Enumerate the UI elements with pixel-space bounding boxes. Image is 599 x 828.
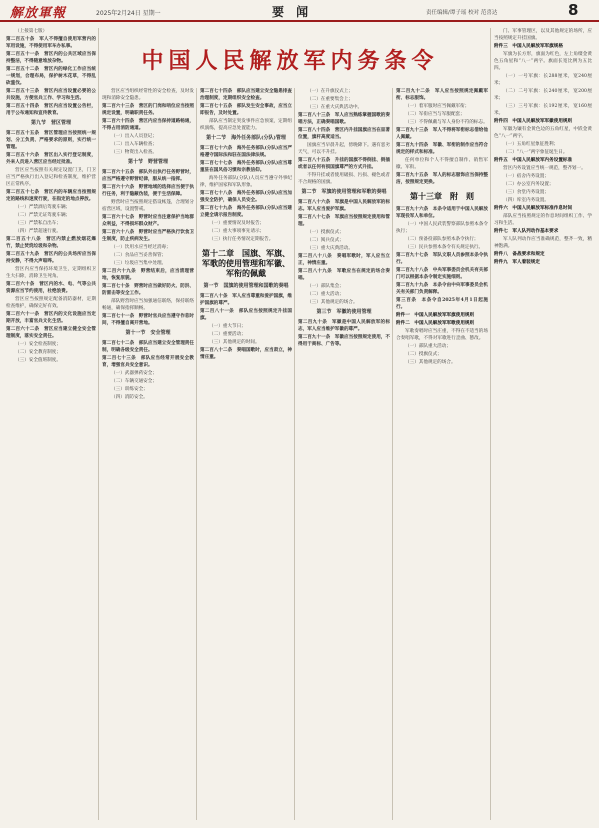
body-paragraph: （三）三号军旗：长192厘米，宽160厘米。 <box>494 104 592 116</box>
body-paragraph: （二）重要活动； <box>209 332 246 337</box>
body-paragraph: （一）部队重大活动； <box>405 344 451 349</box>
article-paragraph: 第二百七十七条 海外任务部队(分队)应当尊重驻在国风俗习惯和宗教信仰。 <box>200 161 292 173</box>
body-paragraph: （一）严禁酒后驾驶车辆； <box>15 205 71 210</box>
body-paragraph: （二）食品应当妥善保管； <box>111 253 167 258</box>
article-paragraph: 第二百九十八条 中央军事委员会机关有关部门可以根据本条令制定实施细则。 <box>396 268 488 280</box>
body-paragraph: 不得升挂或者使用破损、污损、褪色或者不合规格的国旗。 <box>298 173 390 185</box>
body-paragraph: （三）其他规定的场合。 <box>405 360 456 365</box>
article-paragraph: 第二百七十八条 海外任务部队(分队)应当加强安全防护，确保人员安全。 <box>200 191 292 203</box>
body-paragraph: （一）一号军旗：长288厘米，宽240厘米； <box>494 74 592 86</box>
article-paragraph: 第二百七十六条 海外任务部队(分队)应当严格遵守国际法和驻在国法律法规。 <box>200 146 292 158</box>
article-paragraph: 第二百七十五条 部队发生安全事故，应当立即报告，及时处置。 <box>200 104 292 116</box>
page-headline: 中国人民解放军内务条令 <box>141 49 439 74</box>
article-paragraph: 第二百六十一条 营区内的文化设施应当定期开放，丰富官兵文化生活。 <box>6 312 96 324</box>
article-paragraph: 第二百八十二条 奏唱国歌时，应当肃立，神情庄重。 <box>200 348 292 360</box>
article-paragraph: 第二百九十四条 军徽、军衔的制作应当符合规定的样式和标准。 <box>396 143 488 155</box>
text-column-5 <box>396 88 488 822</box>
article-paragraph: 第二百八十六条 军旗是中国人民解放军的标志。军人应当爱护军旗。 <box>298 200 390 212</box>
article-paragraph: 第二百六十八条 野营时应当严格执行饮食卫生制度，防止疾病发生。 <box>102 230 194 242</box>
section-heading: 第九节 营区管理 <box>30 120 71 126</box>
article-paragraph: 第二百九十五条 军人的标志服饰应当保持整洁，按照规定更换。 <box>396 173 488 185</box>
body-paragraph: （二）办公室内务设置； <box>503 182 554 187</box>
article-paragraph: 第二百五十九条 营区内的公共场所应当保持安静，不得大声喧哗。 <box>6 252 96 264</box>
body-paragraph: （二）预备役部队参照本条令执行； <box>405 237 479 242</box>
body-paragraph: （二）安全教育制度； <box>15 350 61 355</box>
body-paragraph: （一）宿舍内务设置； <box>503 174 549 179</box>
body-paragraph: 海外任务部队(分队)人员应当遵守外事纪律，维护国家和军队形象。 <box>200 176 292 188</box>
article-paragraph: 第二百七十三条 部队应当经常开展安全教育，增强官兵安全意识。 <box>102 356 194 368</box>
article-paragraph: 第二百七十一条 野营时官兵应当遵守作息时间，不得擅自离开营地。 <box>102 314 194 326</box>
article-paragraph: 第二百五十八条 营区内禁止燃放烟花爆竹，禁止焚烧垃圾和杂物。 <box>6 237 96 249</box>
body-paragraph: 部队应当制定突发事件应急预案，定期组织演练，提高应急处置能力。 <box>200 119 292 131</box>
body-paragraph: 野营时应当按照规定搭设帐篷，合理划分宿营区域，设置警戒。 <box>102 200 194 212</box>
article-paragraph: 第二百六十四条 营区内应当保持道路畅通，不得占用消防通道。 <box>102 119 194 131</box>
article-paragraph: 第二百五十条 军人不得擅自使用军营内的军用设施，不得使用军车办私事。 <box>6 37 96 49</box>
newspaper-logo: 解放軍報 <box>10 6 67 21</box>
body-paragraph: （二）在重要集会上； <box>307 97 353 102</box>
body-paragraph: （三）物资出入检查。 <box>111 150 157 155</box>
body-paragraph: （三）不得佩戴与军人身份不符的标志。 <box>405 120 488 125</box>
article-paragraph: 第二百五十二条 营区内的绿化工作应当统一规划，合理布局，保护树木花草，不得乱砍滥伐。 <box>6 67 96 86</box>
annex-title: 附件三 中国人民解放军军旗规格 <box>494 44 563 49</box>
article-paragraph: 第二百五十五条 营区管理应当按照统一规划、分工负责、严格要求的原则，实行统一管理。 <box>6 131 96 150</box>
body-paragraph: （三）食堂内务设置； <box>503 190 549 195</box>
body-paragraph: （二）车辆交通安全； <box>111 379 157 384</box>
article-paragraph: 第二百八十三条 军人应当熟练掌握国歌的奏唱方法，正确奏唱国歌。 <box>298 113 390 125</box>
annex-title: 附件八 备战要求和规定 <box>494 252 545 257</box>
section-heading: 第一节 国旗的使用管理和国歌的奏唱 <box>203 283 289 289</box>
body-paragraph: 营区内务设置应当统一规范，整齐划一。 <box>503 166 586 171</box>
body-paragraph: 营区应当按照有关规定设置门卫，门卫应当严格执行出入登记和检查制度，维护营区正常秩序。 <box>6 168 96 187</box>
article-paragraph: 第二百八十七条 军旗应当按照规定使用和管理。 <box>298 215 390 227</box>
column-divider <box>392 88 393 820</box>
article-paragraph: 第二百九十九条 本条令由中央军事委员会机关有关部门负责解释。 <box>396 283 488 295</box>
section-heading: 第二节 军旗的使用管理和军歌的奏唱 <box>301 189 387 195</box>
annex-title: 附件五 中国人民解放军内务设置标准 <box>494 158 573 163</box>
body-paragraph: （三）其他规定的时间。 <box>209 340 260 345</box>
article-paragraph: 第二百六十三条 营区的门岗和哨位应当按照规定设置，明确职责任务。 <box>102 104 194 116</box>
chapter-heading: 第十三章 附 则 <box>410 192 474 201</box>
body-paragraph: （三）严禁私自出车； <box>15 221 61 226</box>
section-heading: 第三节 军徽的使用管理 <box>316 309 372 315</box>
article-paragraph: 第三百条 本条令自2025年4月1日起施行。 <box>396 298 488 310</box>
page-number: 8 <box>568 1 579 19</box>
body-paragraph: （三）重大庆典活动。 <box>307 246 353 251</box>
masthead <box>0 0 599 22</box>
article-paragraph: 第二百八十四条 营区内升挂国旗应当在显著位置，旗杆高度适当。 <box>298 128 390 140</box>
body-paragraph: 军旗为长方形，旗面为红色，左上角缀金黄色五角星和“八一”两字。旗面长宽比例为五比四。 <box>494 52 592 71</box>
annex-title: 附件六 中国人民解放军标准作息时间 <box>494 206 573 211</box>
column-divider <box>98 28 99 820</box>
body-paragraph: （一）重大节日； <box>209 324 246 329</box>
text-column-6 <box>494 28 592 822</box>
article-paragraph: 第二百七十二条 部队应当建立安全管理责任制，明确各级安全责任。 <box>102 341 194 353</box>
article-paragraph: 第二百六十条 营区内的水、电、气等公共资源应当节约使用，杜绝浪费。 <box>6 282 96 294</box>
text-column-3 <box>200 88 292 822</box>
body-paragraph: （一）授旗仪式； <box>307 230 344 235</box>
article-paragraph: 第二百九十一条 军徽应当按照规定使用，不得用于商标、广告等。 <box>298 335 390 347</box>
body-paragraph: （三）执行任务情况定期报告。 <box>209 237 274 242</box>
text-column-1 <box>6 28 96 822</box>
body-paragraph: （三）在重大庆典活动中。 <box>307 105 363 110</box>
body-paragraph: （三）其他规定的场合。 <box>307 300 358 305</box>
annex-title: 附件七 军人队列动作基本要求 <box>494 229 559 234</box>
article-paragraph: 第二百五十三条 营区内应当设置必要的公共设施，方便官兵工作、学习和生活。 <box>6 89 96 101</box>
article-paragraph: 第二百六十六条 野营地域的选择应当便于执行任务，利于隐蔽伪装，便于生活保障。 <box>102 185 194 197</box>
body-paragraph: （一）着军服时应当佩戴军衔； <box>405 104 470 109</box>
body-paragraph: 国旗应当早晨升起，傍晚降下。遇有恶劣天气，可以不升挂。 <box>298 143 390 155</box>
body-paragraph: 任何单位和个人不得擅自制作、销售军徽、军衔。 <box>396 158 488 170</box>
body-paragraph: 营区应当按照规定配备消防器材，定期检查维护，确保完好有效。 <box>6 297 96 309</box>
body-paragraph: （一）饮用水应当经过消毒； <box>111 245 171 250</box>
body-paragraph: 军歌奏唱时应当庄重，不得在不适当的场合奏唱军歌，不得对军歌进行歪曲、篡改。 <box>396 329 488 341</box>
annex-title: 附件九 军人着装规定 <box>494 260 540 265</box>
article-paragraph: 第二百六十九条 野营结束后，应当清理营地，恢复原貌。 <box>102 269 194 281</box>
body-paragraph: （二）重大活动； <box>307 292 344 297</box>
article-paragraph: 第二百九十条 军徽是中国人民解放军的标志，军人应当维护军徽的尊严。 <box>298 320 390 332</box>
annex-title: 附件一 中国人民解放军军旗使用规则 <box>396 313 475 318</box>
body-paragraph: 军人队列动作应当准确规范，整齐一致，精神饱满。 <box>494 237 592 249</box>
body-paragraph: （一）武器弹药安全； <box>111 371 157 376</box>
body-paragraph: 部队应当按照规定的作息时间组织工作、学习和生活。 <box>494 214 592 226</box>
article-paragraph: 第二百八十九条 军歌应当在规定的场合奏唱。 <box>298 269 390 281</box>
article-paragraph: 第二百九十三条 军人不得将军衔标志借给他人佩戴。 <box>396 128 488 140</box>
editor-credits: 责任编辑/谭子瑶 校对 范喜达 <box>426 10 498 16</box>
body-paragraph: （二）重大事项事先请示； <box>209 229 265 234</box>
text-column-4 <box>298 88 390 822</box>
body-paragraph: （四）消防安全。 <box>111 395 148 400</box>
body-paragraph: （三）安全值班制度。 <box>15 358 61 363</box>
body-paragraph: （一）五角红星象征胜利； <box>503 142 559 147</box>
article-paragraph: 第二百九十六条 本条令适用于中国人民解放军现役军人和单位。 <box>396 207 488 219</box>
body-paragraph: （二）阅兵仪式； <box>307 238 344 243</box>
article-paragraph: 第二百八十一条 部队应当按照规定升挂国旗。 <box>200 309 292 321</box>
section-heading: 第十一节 安全管理 <box>125 330 171 336</box>
section-name: 要 闻 <box>272 5 313 19</box>
section-heading: 第十节 野营管理 <box>127 159 168 165</box>
article-paragraph: 第二百六十五条 部队外出执行任务野营时，应当严格遵守野营纪律，服从统一指挥。 <box>102 170 194 182</box>
issue-date: 2025年2月24日 星期一 <box>96 10 161 17</box>
article-paragraph: 第二百六十二条 营区应当建立健全安全管理制度，落实安全责任。 <box>6 327 96 339</box>
article-paragraph: 第二百五十七条 营区内的车辆应当按照规定的路线和速度行驶，在指定的地点停放。 <box>6 190 96 202</box>
body-paragraph: （三）垃圾应当集中处理。 <box>111 261 167 266</box>
column-divider <box>196 88 197 820</box>
article-paragraph: 第二百七十九条 海外任务部队(分队)应当建立健全请示报告制度。 <box>200 206 292 218</box>
body-paragraph: 营区应当组织经常性的安全检查，及时发现和消除安全隐患。 <box>102 89 194 101</box>
annex-title: 附件二 中国人民解放军军歌使用规则 <box>396 321 475 326</box>
article-paragraph: 第二百九十二条 军人应当按照规定佩戴军衔、标志服饰。 <box>396 89 488 101</box>
body-paragraph: （三）训练安全； <box>111 387 148 392</box>
body-paragraph: （二）“八一”两字象征诞生日。 <box>503 150 568 155</box>
article-paragraph: 第二百七十条 野营时应当做好防火、防洪、防雷击等安全工作。 <box>102 284 194 296</box>
body-paragraph: （一）重要情况及时报告； <box>209 221 265 226</box>
body-paragraph: （一）安全检查制度； <box>15 342 61 347</box>
body-paragraph: （上接第七版） <box>15 29 48 34</box>
body-paragraph: 门、军事管理区，以及其他规定的场所，应当按照规定升挂国旗。 <box>494 29 592 41</box>
article-paragraph: 第二百八十条 军人应当尊重和爱护国旗，维护国旗的尊严。 <box>200 294 292 306</box>
chapter-heading: 第十二章 国旗、军旗、军歌的使用管理和军徽、军衔的佩戴 <box>202 249 290 278</box>
body-paragraph: （二）严禁无证驾驶车辆； <box>15 213 71 218</box>
annex-title: 附件四 中国人民解放军军徽使用规则 <box>494 119 573 124</box>
article-paragraph: 第二百六十七条 野营时应当注意保护当地群众利益，不得损坏群众财产。 <box>102 215 194 227</box>
body-paragraph: （一）中国人民武装警察部队参照本条令执行； <box>396 222 488 234</box>
text-column-2 <box>102 88 194 822</box>
body-paragraph: （一）出入人员登记； <box>111 134 157 139</box>
article-paragraph: 第二百八十五条 升挂的国旗不得倒挂、倒插或者以任何有损国旗尊严的方式升挂。 <box>298 158 390 170</box>
body-paragraph: （二）出入车辆检查； <box>111 142 157 147</box>
article-paragraph: 第二百九十七条 军队文职人员参照本条令执行。 <box>396 253 488 265</box>
body-paragraph: （二）军衔应当与军服配套； <box>405 112 465 117</box>
article-paragraph: 第二百七十四条 部队应当建立安全隐患排查治理制度，定期组织安全检查。 <box>200 89 292 101</box>
body-paragraph: （二）授旗仪式； <box>405 352 442 357</box>
body-paragraph: （一）在升旗仪式上； <box>307 89 353 94</box>
body-paragraph: （四）严禁超速行驶。 <box>15 229 61 234</box>
body-paragraph: （三）民兵参照本条令有关规定执行。 <box>405 245 484 250</box>
body-paragraph: 军徽为镶有金黄色边的五角红星，中嵌金黄色“八一”两字。 <box>494 127 592 139</box>
article-paragraph: 第二百五十六条 营区出入实行登记制度，外来人员进入营区应当经过批准。 <box>6 153 96 165</box>
body-paragraph: 部队野营时应当加强通信联络，保持联络畅通，确保指挥顺畅。 <box>102 299 194 311</box>
body-paragraph: 营区内应当保持环境卫生，定期组织卫生大扫除，消除卫生死角。 <box>6 267 96 279</box>
column-divider <box>490 28 491 820</box>
column-divider <box>294 88 295 820</box>
article-paragraph: 第二百五十一条 营区内的公共区域应当保持整洁，不得随意堆放杂物。 <box>6 52 96 64</box>
body-paragraph: （四）库室内务设置。 <box>503 198 549 203</box>
section-heading: 第十二节 海外任务部队(分队)管理 <box>206 135 286 141</box>
article-paragraph: 第二百八十八条 奏唱军歌时，军人应当立正，神情庄重。 <box>298 254 390 266</box>
body-paragraph: （二）二号军旗：长240厘米，宽200厘米； <box>494 89 592 101</box>
body-paragraph: （一）部队集会； <box>307 284 344 289</box>
article-paragraph: 第二百五十四条 营区内应当设置公告栏，用于公布通知和宣传教育。 <box>6 104 96 116</box>
